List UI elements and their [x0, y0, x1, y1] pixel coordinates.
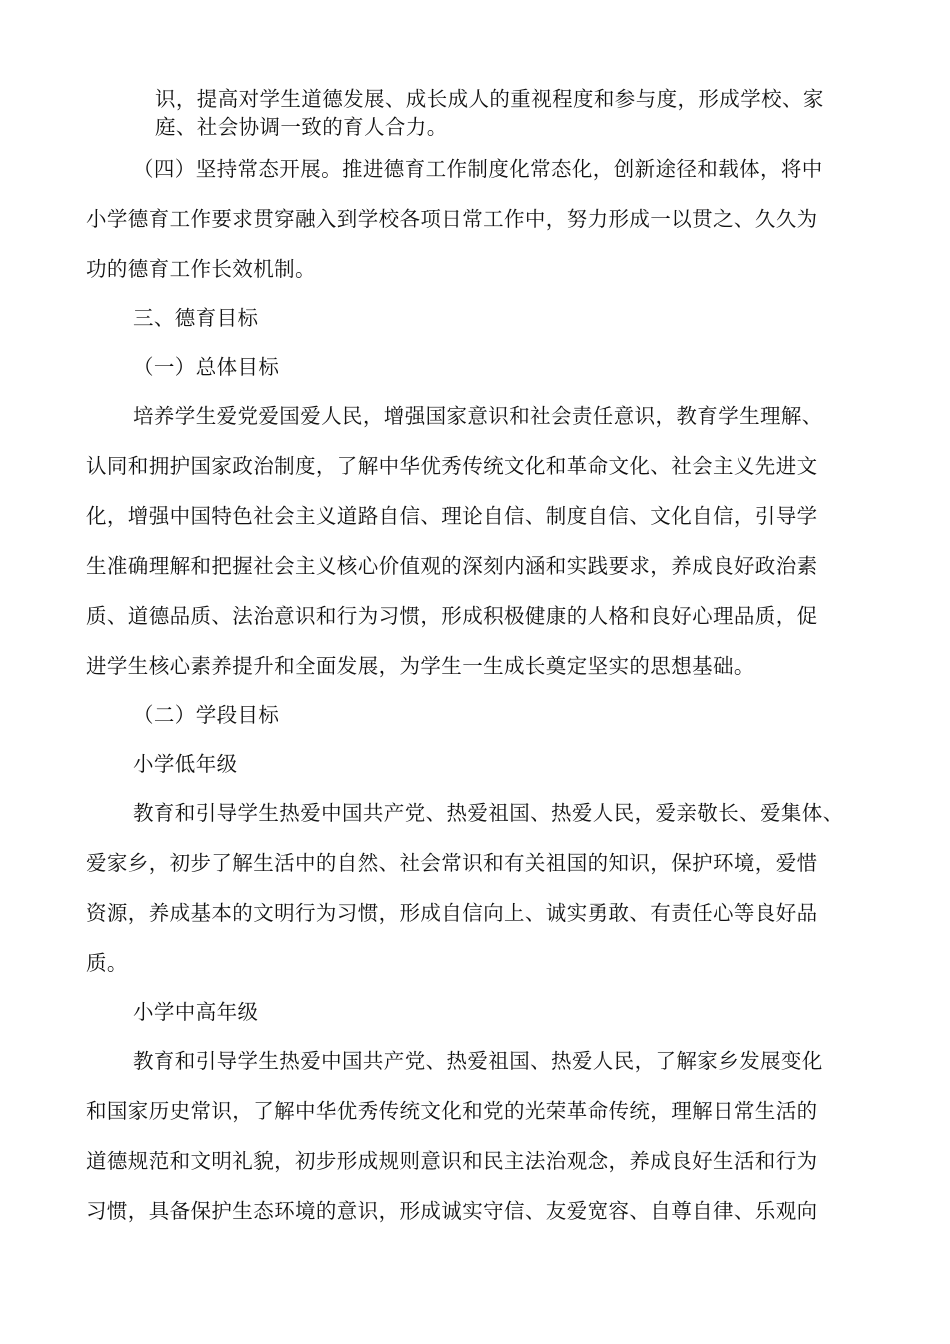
text-line: 教育和引导学生热爱中国共产党、热爱祖国、热爱人民，爱亲敬长、爱集体、	[133, 801, 844, 825]
text-line: 和国家历史常识，了解中华优秀传统文化和党的光荣革命传统，理解日常生活的	[86, 1099, 818, 1123]
text-line: 道德规范和文明礼貌，初步形成规则意识和民主法治观念，养成良好生活和行为	[86, 1149, 818, 1173]
text-line: 习惯，具备保护生态环境的意识，形成诚实守信、友爱宽容、自尊自律、乐观向	[86, 1199, 818, 1223]
text-line: 庭、社会协调一致的育人合力。	[155, 115, 448, 139]
text-line: 功的德育工作长效机制。	[86, 257, 316, 281]
grade-heading: 小学中高年级	[133, 1000, 259, 1024]
text-line: 培养学生爱党爱国爱人民，增强国家意识和社会责任意识，教育学生理解、	[133, 404, 823, 428]
text-line: 爱家乡，初步了解生活中的自然、社会常识和有关祖国的知识，保护环境，爱惜	[86, 851, 818, 875]
subsection-heading: （二）学段目标	[133, 703, 280, 727]
grade-heading: 小学低年级	[133, 752, 238, 776]
text-line: 认同和拥护国家政治制度，了解中华优秀传统文化和革命文化、社会主义先进文	[86, 454, 818, 478]
paragraph-heading: （四）坚持常态开展。推进德育工作制度化常态化，创新途径和载体，将中	[133, 157, 823, 181]
subsection-heading: （一）总体目标	[133, 355, 280, 379]
text-line: 识，提高对学生道德发展、成长成人的重视程度和参与度，形成学校、家	[155, 87, 824, 111]
section-heading: 三、德育目标	[133, 306, 259, 330]
text-line: 资源，养成基本的文明行为习惯，形成自信向上、诚实勇敢、有责任心等良好品	[86, 901, 818, 925]
text-line: 进学生核心素养提升和全面发展，为学生一生成长奠定坚实的思想基础。	[86, 654, 755, 678]
text-line: 质、道德品质、法治意识和行为习惯，形成积极健康的人格和良好心理品质，促	[86, 604, 818, 628]
text-line: 教育和引导学生热爱中国共产党、热爱祖国、热爱人民，了解家乡发展变化	[133, 1049, 823, 1073]
text-line: 生准确理解和把握社会主义核心价值观的深刻内涵和实践要求，养成良好政治素	[86, 554, 818, 578]
text-line: 质。	[86, 951, 128, 975]
text-line: 小学德育工作要求贯穿融入到学校各项日常工作中，努力形成一以贯之、久久为	[86, 207, 818, 231]
text-line: 化，增强中国特色社会主义道路自信、理论自信、制度自信、文化自信，引导学	[86, 504, 818, 528]
